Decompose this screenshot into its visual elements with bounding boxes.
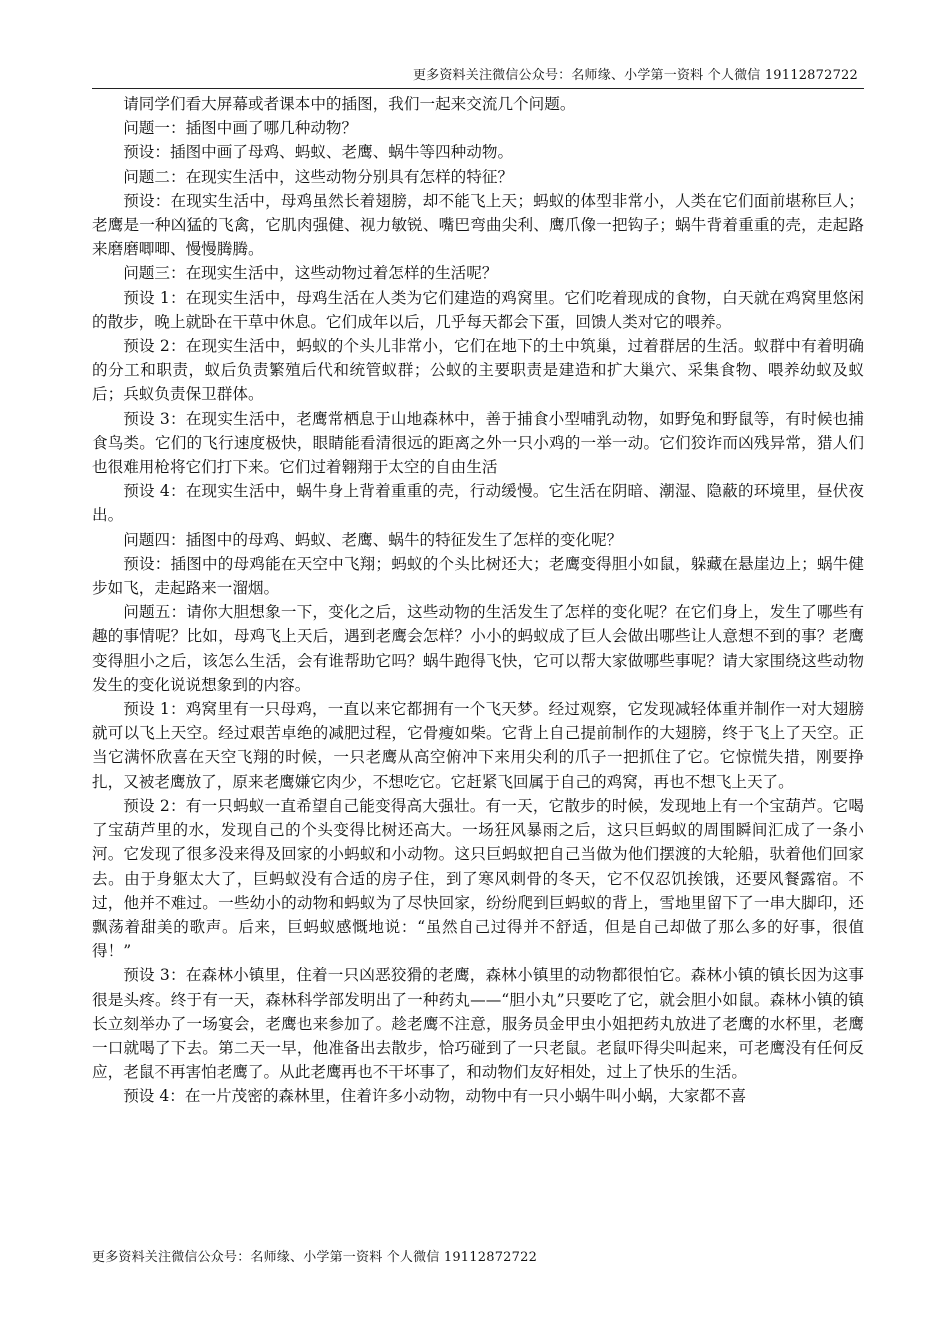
paragraph: 请同学们看大屏幕或者课本中的插图，我们一起来交流几个问题。: [123, 95, 576, 113]
paragraph: 预设：插图中的母鸡能在天空中飞翔；蚂蚁的个头比树还大；老鹰变得胆小如鼠，躲藏在悬崖边上；蜗牛健步如飞，走起路来一溜烟。: [92, 554, 864, 598]
paragraph: 预设 4：在一片茂密的森林里，住着许多小动物，动物中有一只小蜗牛叫小蜗，大家都不喜: [123, 1087, 747, 1106]
page-header: 更多资料关注微信公众号：名师缘、小学第一资料 个人微信 19112872722: [412, 68, 858, 83]
page-footer: 更多资料关注微信公众号：名师缘、小学第一资料 个人微信 19112872722: [92, 1250, 538, 1265]
paragraph: 问题五：请你大胆想象一下，变化之后，这些动物的生活发生了怎样的变化呢？在它们身上，发生了哪些有趣的事情呢？比如，母鸡飞上天后，遇到老鹰会怎样？小小的蚂蚁成了巨人会做出哪些让人意想不到的事？老鹰变得胆小之后，该怎么生活，会有谁帮助它吗？蜗牛跑得飞快，它可以帮大家做哪些事呢？请大家围绕这些动物发生的变化说说想象到的内容。: [92, 603, 864, 694]
paragraph: 预设 1：鸡窝里有一只母鸡，一直以来它都拥有一个飞天梦。经过观察，它发现减轻体重并制作一对大翅膀就可以飞上天空。经过艰苦卓绝的减肥过程，它骨瘦如柴。它背上自己提前制作的大翅膀，终于飞上了天空。正当它满怀欣喜在天空飞翔的时候，一只老鹰从高空俯冲下来用尖利的爪子一把抓住了它。它惊慌失措，刚要挣扎，又被老鹰放了，原来老鹰嫌它肉少，不想吃它。它赶紧飞回属于自己的鸡窝，再也不想飞上天了。: [92, 700, 864, 791]
paragraph: 预设 4：在现实生活中，蜗牛身上背着重重的壳，行动缓慢。它生活在阴暗、潮湿、隐蔽的环境里，昼伏夜出。: [92, 482, 864, 525]
paragraph: 预设：在现实生活中，母鸡虽然长着翅膀，却不能飞上天；蚂蚁的体型非常小，人类在它们面前堪称巨人；老鹰是一种凶猛的飞禽，它肌肉强健、视力敏锐、嘴巴弯曲尖利、鹰爪像一把钩子；蜗牛背着重重的壳，走起路来磨磨唧唧、慢慢腾腾。: [92, 191, 864, 259]
paragraph: 预设 2：在现实生活中，蚂蚁的个头儿非常小，它们在地下的土中筑巢，过着群居的生活。蚁群中有着明确的分工和职责，蚁后负责繁殖后代和统管蚁群；公蚁的主要职责是建造和扩大巢穴、采集食物、喂养幼蚁及蚁后；兵蚁负责保卫群体。: [92, 337, 864, 404]
paragraph: 预设 3：在现实生活中，老鹰常栖息于山地森林中，善于捕食小型哺乳动物，如野兔和野鼠等，有时候也捕食鸟类。它们的飞行速度极快，眼睛能看清很远的距离之外一只小鸡的一举一动。它们狡诈而凶残异常，猎人们也很难用枪将它们打下来。它们过着翱翔于太空的自由生活: [92, 409, 864, 477]
paragraph: 问题三：在现实生活中，这些动物过着怎样的生活呢？: [123, 264, 498, 283]
paragraph: 问题二：在现实生活中，这些动物分别具有怎样的特征？: [123, 167, 514, 186]
paragraph: 问题一：插图中画了哪几种动物？: [123, 119, 358, 138]
paragraph: 预设 2：有一只蚂蚁一直希望自己能变得高大强壮。有一天，它散步的时候，发现地上有一个宝葫芦。它喝了宝葫芦里的水，发现自己的个头变得比树还高大。一场狂风暴雨之后，这只巨蚂蚁的周围瞬间汇成了一条小河。它发现了很多没来得及回家的小蚂蚁和小动物。这只巨蚂蚁把自己当做为他们摆渡的大轮船，驮着他们回家去。由于身躯太大了，巨蚂蚁没有合适的房子住，到了寒风刺骨的冬天，它不仅忍饥挨饿，还要风餐露宿。不过，他并不难过。一些幼小的动物和蚂蚁为了尽快回家，纷纷爬到巨蚂蚁的背上，雪地里留下了一串大脚印，还飘荡着甜美的歌声。后来，巨蚂蚁感慨地说：“虽然自己过得并不舒适，但是自己却做了那么多的好事，很值得！”: [92, 796, 864, 961]
paragraph: 预设 3：在森林小镇里，住着一只凶恶狡猾的老鹰，森林小镇里的动物都很怕它。森林小镇的镇长因为这事很是头疼。终于有一天，森林科学部发明出了一种药丸——“胆小丸”只要吃了它，就会胆小如鼠。森林小镇的镇长立刻举办了一场宴会，老鹰也来参加了。趁老鹰不注意，服务员金甲虫小姐把药丸放进了老鹰的水杯里，老鹰一口就喝了下去。第二天一早，他准备出去散步，恰巧碰到了一只老鼠。老鼠吓得尖叫起来，可老鹰没有任何反应，老鼠不再害怕老鹰了。从此老鹰再也不干坏事了，和动物们友好相处，过上了快乐的生活。: [92, 966, 864, 1082]
paragraph: 预设 1：在现实生活中，母鸡生活在人类为它们建造的鸡窝里。它们吃着现成的食物，白天就在鸡窝里悠闲的散步，晚上就卧在干草中休息。它们成年以后，几乎每天都会下蛋，回馈人类对它的喂养。: [92, 288, 864, 331]
header-divider: [92, 88, 864, 89]
paragraph: 预设：插图中画了母鸡、蚂蚁、老鹰、蜗牛等四种动物。: [123, 143, 514, 162]
document-body: [92, 92, 864, 1242]
paragraph: 问题四：插图中的母鸡、蚂蚁、老鹰、蜗牛的特征发生了怎样的变化呢？: [123, 530, 623, 549]
